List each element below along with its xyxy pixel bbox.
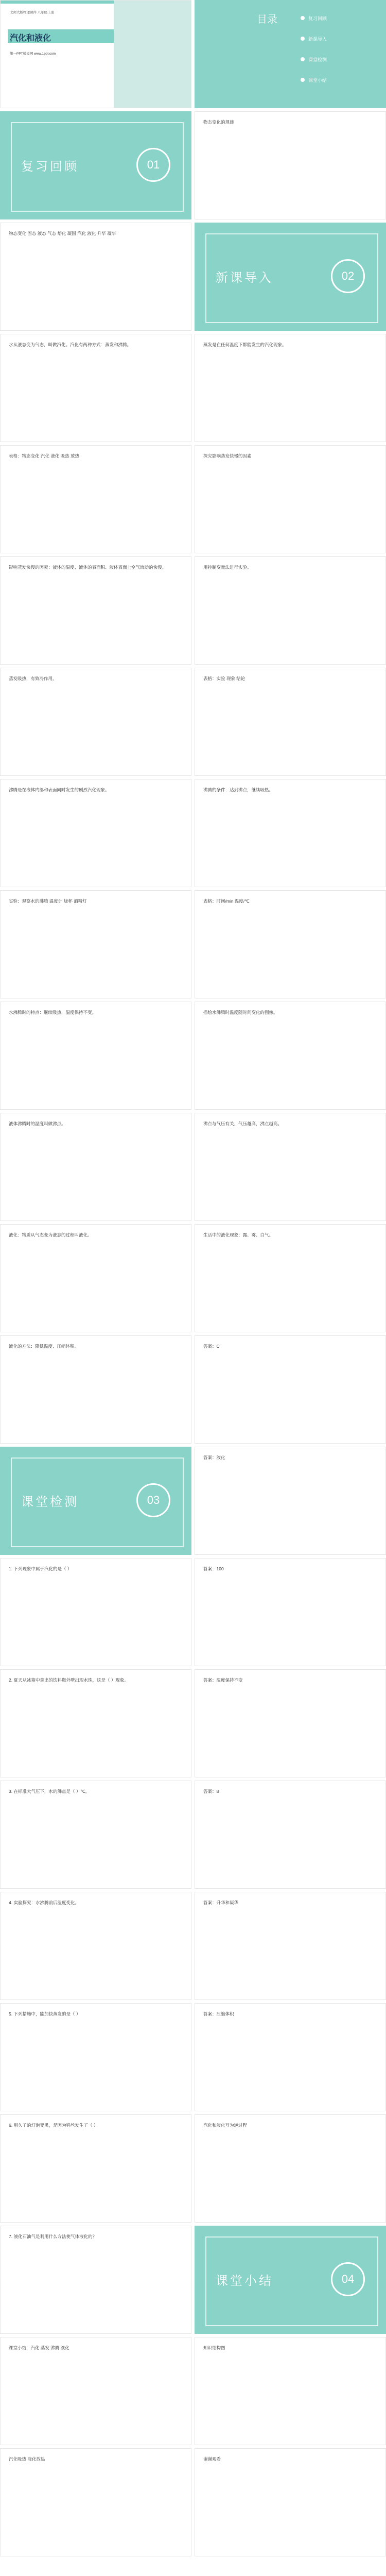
content-slide: [0, 1781, 191, 1889]
slide-text: 生活中的液化现象：露、雾、白气。: [203, 1232, 274, 1238]
slide-text: 物态变化的规律: [203, 120, 234, 125]
content-slide: [0, 2114, 191, 2223]
content-slide: [0, 556, 191, 665]
slide-text: 影响蒸发快慢的因素：液体的温度、液体的表面积、液体表面上空气流动的快慢。: [9, 565, 167, 570]
slide-text: 答案：100: [203, 1566, 224, 1571]
section-number: 03: [136, 1483, 170, 1517]
content-slide: [0, 1113, 191, 1221]
slide-text: 5. 下列措施中，能加快蒸发的是（ ）: [9, 2011, 81, 2016]
slide-text: 答案：C: [203, 1344, 220, 1349]
slide-text: 汽化和液化互为逆过程: [203, 2123, 248, 2128]
slide-text: 答案：升华和凝华: [203, 1900, 239, 1905]
content-slide: [195, 890, 386, 998]
bullet-icon: [301, 78, 305, 82]
content-slide: [0, 1335, 191, 1444]
cover-author: 第一PPT模板网 www.1ppt.com: [10, 52, 56, 56]
slide-text: 蒸发吸热，有致冷作用。: [9, 676, 57, 681]
content-slide: [195, 668, 386, 776]
slide-text: 沸点与气压有关，气压越高，沸点越高。: [203, 1121, 283, 1126]
slide-text: 沸腾的条件：达到沸点，继续吸热。: [203, 787, 274, 792]
section-title: 课堂检测: [21, 1495, 79, 1509]
slide-text: 液化的方法：降低温度、压缩体积。: [9, 1344, 79, 1349]
slide-text: 汽化吸热 液化放热: [9, 2456, 45, 2462]
right-column: [195, 0, 386, 2560]
slide-text: 课堂小结：汽化 蒸发 沸腾 液化: [9, 2345, 69, 2350]
content-slide: [0, 2003, 191, 2111]
slide-text: 水从液态变为气态，叫做汽化。汽化有两种方式：蒸发和沸腾。: [9, 342, 132, 347]
slide-text: 3. 在标准大气压下，水的沸点是（ ）℃。: [9, 1789, 90, 1794]
slide-text: 6. 用久了的灯泡变黑，是因为钨丝发生了（ ）: [9, 2123, 98, 2128]
section-review: [0, 111, 191, 219]
slide-text: 用控制变量法进行实验。: [203, 565, 252, 570]
bullet-icon: [301, 16, 305, 20]
content-slide: [195, 2337, 386, 2445]
section-title: 复习回顾: [21, 159, 79, 174]
content-slide: [0, 223, 191, 331]
slide-text: 实验：观察水的沸腾 温度计 烧杯 酒精灯: [9, 899, 87, 904]
slide-text: 水沸腾时的特点：继续吸热，温度保持不变。: [9, 1010, 97, 1015]
slide-text: 知识结构图: [203, 2345, 225, 2350]
left-column: [0, 0, 191, 2560]
section-title: 课堂小结: [216, 2274, 273, 2288]
section-summary: [195, 2226, 386, 2334]
content-slide: [0, 2226, 191, 2334]
section-intro: [195, 223, 386, 331]
content-slide: [0, 668, 191, 776]
content-slide: [0, 334, 191, 442]
content-slide: [195, 1892, 386, 2000]
content-slide: [0, 2448, 191, 2556]
slide-text: 蒸发是在任何温度下都能发生的汽化现象。: [203, 342, 287, 347]
slide-text: 2. 夏天从冰箱中拿出的饮料瓶外壁出现水珠，这是（ ）现象。: [9, 1677, 129, 1683]
section-number: 02: [331, 259, 365, 293]
slide-text: 4. 实验探究：水沸腾前后温度变化。: [9, 1900, 79, 1905]
slide-text: 表格：实验 现象 结论: [203, 676, 245, 681]
content-slide: [195, 1113, 386, 1221]
slide-text: 物态变化 固态 液态 气态 熔化 凝固 汽化 液化 升华 凝华: [9, 231, 116, 236]
toc-item[interactable]: 课堂小结: [308, 78, 327, 83]
content-slide: [0, 2337, 191, 2445]
cover-title: 汽化和液化: [10, 34, 51, 43]
bullet-icon: [301, 37, 305, 41]
slide-text: 液体沸腾时的温度叫做沸点。: [9, 1121, 66, 1126]
slide-text: 表格：物态变化 汽化 液化 吸热 放热: [9, 453, 79, 459]
slide-text: 答案：B: [203, 1789, 220, 1794]
content-slide: [195, 1335, 386, 1444]
slide-text: 答案：液化: [203, 1455, 225, 1460]
section-number: 04: [331, 2262, 365, 2296]
content-slide: [0, 1892, 191, 2000]
toc-title: 目录: [257, 13, 277, 25]
content-slide: [195, 2114, 386, 2223]
content-slide: [0, 1002, 191, 1110]
slide-text: 描绘水沸腾时温度随时间变化的图像。: [203, 1010, 278, 1015]
content-slide: [0, 1224, 191, 1332]
slide-text: 表格：时间/min 温度/℃: [203, 899, 250, 904]
section-title: 新课导入: [216, 270, 273, 285]
toc-item[interactable]: 课堂检测: [308, 57, 327, 62]
toc-slide: [195, 0, 386, 108]
content-slide: [195, 1447, 386, 1555]
content-slide: [195, 111, 386, 219]
content-slide: [195, 445, 386, 553]
content-slide: [0, 779, 191, 887]
slide-text: 1. 下列现象中属于汽化的是（ ）: [9, 1566, 72, 1571]
content-slide: [195, 1781, 386, 1889]
section-test: [0, 1447, 191, 1555]
content-slide: [195, 2448, 386, 2556]
content-slide: [0, 1669, 191, 1777]
slide-text: 探究影响蒸发快慢的因素: [203, 453, 252, 459]
slide-text: 7. 液化石油气是利用什么方法使气体液化的？: [9, 2234, 97, 2239]
content-slide: [0, 1558, 191, 1666]
content-slide: [195, 1002, 386, 1110]
slide-text: 答案：温度保持不变: [203, 1677, 243, 1683]
cover-image: [114, 1, 191, 108]
slide-text: 答案：压缩体积: [203, 2011, 234, 2016]
content-slide: [195, 1224, 386, 1332]
bullet-icon: [301, 57, 305, 61]
slide-text: 谢谢观看: [203, 2456, 221, 2462]
slide-text: 沸腾是在液体内部和表面同时发生的剧烈汽化现象。: [9, 787, 110, 792]
slide-text: 液化：物质从气态变为液态的过程叫液化。: [9, 1232, 92, 1238]
content-slide: [195, 556, 386, 665]
content-slide: [195, 1558, 386, 1666]
content-slide: [195, 334, 386, 442]
toc-item[interactable]: 新课导入: [308, 37, 327, 42]
content-slide: [0, 445, 191, 553]
content-slide: [195, 1669, 386, 1777]
cover-slide: [0, 0, 191, 108]
toc-item[interactable]: 复习回顾: [308, 16, 327, 21]
content-slide: [195, 779, 386, 887]
content-slide: [0, 890, 191, 998]
cover-note: 北师大版物理课件 八年级上册: [10, 11, 55, 14]
content-slide: [195, 2003, 386, 2111]
section-number: 01: [136, 148, 170, 182]
